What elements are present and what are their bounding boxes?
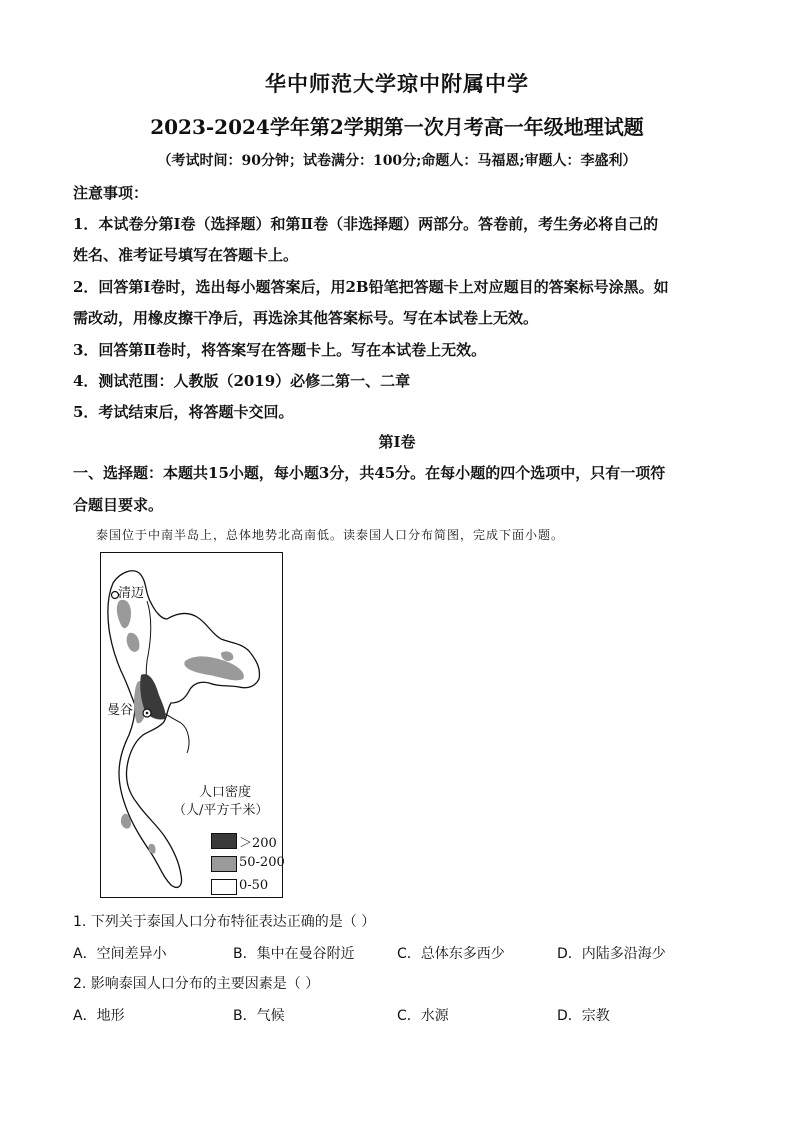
note-line-2: 姓名、准考证号填写在答题卡上。 [73, 246, 299, 264]
legend-label-medium: 50-200 [239, 855, 285, 870]
question-2-stem: 2. 影响泰国人口分布的主要因素是（ ） [73, 976, 320, 992]
question-1-option-d[interactable]: D．内陆多沿海少 [557, 946, 666, 962]
question-1-option-b[interactable]: B．集中在曼谷附近 [233, 946, 355, 962]
legend-label-low: 0-50 [239, 878, 269, 893]
note-line-1: 1．本试卷分第Ⅰ卷（选择题）和第Ⅱ卷（非选择题）两部分。答卷前，考生务必将自己的 [73, 215, 659, 233]
legend-swatch-high [211, 833, 237, 849]
question-intro: 泰国位于中南半岛上，总体地势北高南低。读泰国人口分布简图，完成下面小题。 [96, 528, 565, 542]
note-line-4: 需改动，用橡皮擦干净后，再选涂其他答案标号。写在本试卷上无效。 [73, 309, 539, 327]
question-2-option-a[interactable]: A．地形 [73, 1008, 125, 1024]
question-1-option-c[interactable]: C．总体东多西少 [397, 946, 505, 962]
note-line-3: 2．回答第Ⅰ卷时，选出每小题答案后，用2B铅笔把答题卡上对应题目的答案标号涂黑。如 [73, 278, 669, 296]
part-instructions-line-2: 合题目要求。 [73, 496, 164, 514]
city-label-bangkok: 曼谷 [107, 703, 134, 718]
note-line-7: 5．考试结束后，将答题卡交回。 [73, 403, 294, 421]
note-line-6: 4．测试范围：人教版（2019）必修二第一、二章 [73, 372, 411, 390]
legend-unit: （人/平方千米） [173, 803, 269, 818]
school-name: 华中师范大学琼中附属中学 [265, 71, 529, 96]
exam-title: 2023-2024学年第2学期第一次月考高一年级地理试题 [150, 115, 644, 139]
question-2-option-d[interactable]: D．宗教 [557, 1008, 610, 1024]
legend-swatch-medium [211, 856, 237, 872]
notes-heading: 注意事项： [73, 184, 149, 202]
note-line-5: 3．回答第Ⅱ卷时，将答案写在答题卡上。写在本试卷上无效。 [73, 341, 487, 359]
question-1-option-a[interactable]: A．空间差异小 [73, 946, 167, 962]
question-2-option-c[interactable]: C．水源 [397, 1008, 449, 1024]
legend-swatch-low [211, 879, 237, 895]
thailand-population-map [100, 552, 283, 898]
city-label-chiang-mai: 清迈 [118, 586, 145, 601]
legend-label-high: ＞200 [239, 836, 277, 851]
exam-info: （考试时间：90分钟；试卷满分：100分;命题人：马福恩;审题人：李盛利） [157, 153, 637, 169]
legend-title: 人口密度 [199, 785, 252, 800]
section-title: 第Ⅰ卷 [378, 433, 416, 451]
part-instructions-line-1: 一、选择题：本题共15小题，每小题3分，共45分。在每小题的四个选项中，只有一项符 [73, 464, 666, 482]
question-1-stem: 1. 下列关于泰国人口分布特征表达正确的是（ ） [73, 914, 376, 930]
question-2-option-b[interactable]: B．气候 [233, 1008, 285, 1024]
